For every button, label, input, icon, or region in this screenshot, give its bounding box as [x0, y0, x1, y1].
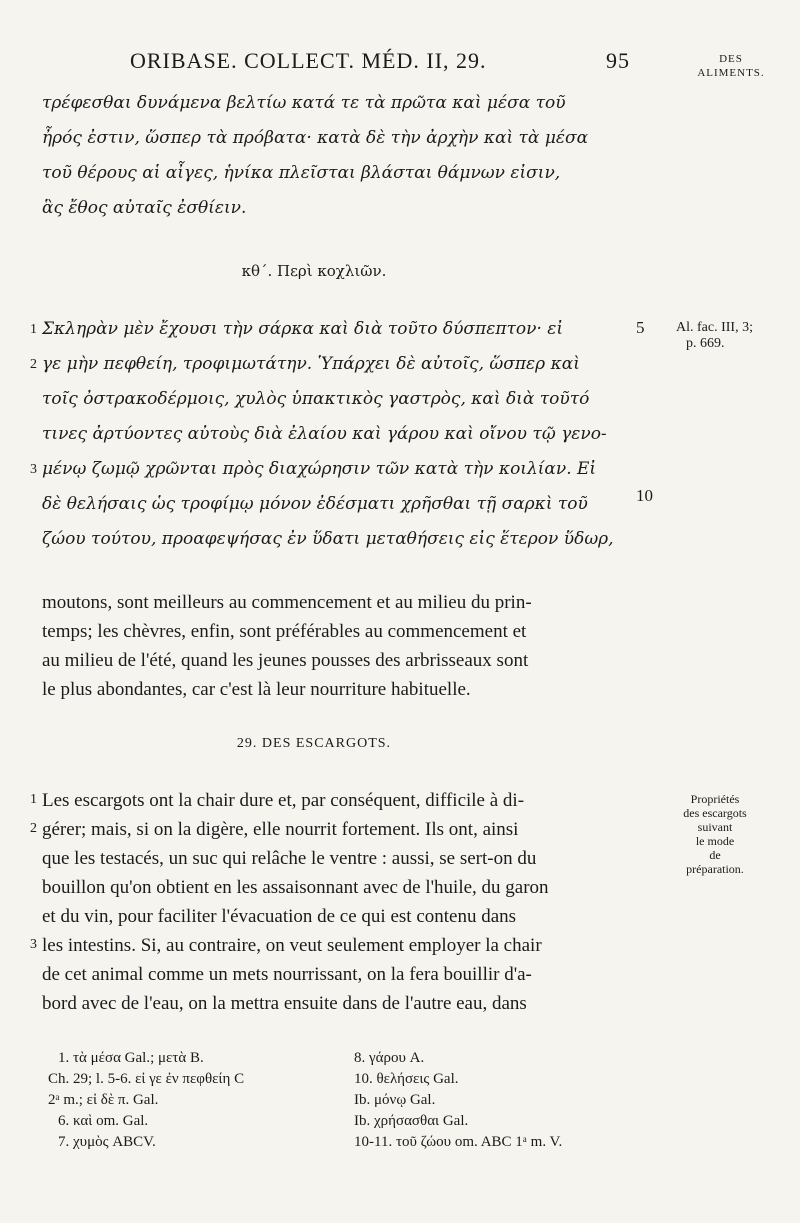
apparatus-note: 6. καὶ om. Gal.	[58, 1113, 149, 1129]
text-line: Les escargots ont la chair dure et, par conséquent, difficile à di-	[42, 790, 525, 811]
reference-line: p. 669.	[686, 336, 725, 351]
running-title: ORIBASE. COLLECT. MÉD. II, 29.	[130, 48, 487, 73]
greek-text-top	[42, 86, 628, 226]
line-number: 1	[30, 792, 37, 807]
apparatus-note: 2ᵃ m.; εἰ δὲ π. Gal.	[48, 1092, 159, 1108]
text-line: τινες ἀρτύοντες αὐτοὺς διὰ ἐλαίου καὶ γάρου καὶ οἴνου τῷ γενο-	[42, 424, 607, 444]
apparatus-note: 10-11. τοῦ ζώου om. ABC 1ᵃ m. V.	[354, 1134, 563, 1150]
text-line: μένῳ ζωμῷ χρῶνται πρὸς διαχώρησιν τῶν κατὰ τὴν κοιλίαν. Εἰ	[42, 459, 597, 479]
text-line: moutons, sont meilleurs au commencement et au milieu du prin-	[42, 592, 532, 613]
text-line: bouillon qu'on obtient en les assaisonnant avec de l'huile, du garon	[42, 877, 549, 898]
text-line: les intestins. Si, au contraire, on veut seulement employer la chair	[42, 935, 542, 956]
text-line: le plus abondantes, car c'est là leur nourriture habituelle.	[42, 679, 471, 700]
apparatus-note: Ch. 29; l. 5-6. εἰ γε ἐν πεφθείη C	[48, 1071, 245, 1087]
margin-note-line: le mode	[695, 834, 735, 848]
margin-note-line: DES	[719, 53, 743, 65]
apparatus-note: 10. θελήσεις Gal.	[354, 1071, 459, 1087]
margin-note-line: préparation.	[686, 862, 744, 876]
margin-note-top	[676, 52, 786, 80]
apparatus-note: 7. χυμὸς ABCV.	[58, 1134, 156, 1150]
text-line: gérer; mais, si on la digère, elle nourrit fortement. Ils ont, ainsi	[42, 819, 519, 840]
margin-note-properties	[660, 792, 770, 876]
greek-chapter-heading: κθ΄. Περὶ κοχλιῶν.	[241, 262, 387, 280]
reference-line: Al. fac. III, 3;	[676, 320, 753, 335]
apparatus-note: 8. γάρου A.	[354, 1050, 425, 1066]
margin-note-line: ALIMENTS.	[697, 67, 765, 79]
text-line: de cet animal comme un mets nourrissant, on la fera bouillir d'a-	[42, 964, 532, 985]
apparatus-left-column	[48, 1048, 348, 1153]
line-number: 2	[30, 821, 37, 836]
line-number: 2	[30, 357, 37, 372]
apparatus-note: Ib. χρήσασθαι Gal.	[354, 1113, 469, 1129]
french-text-top	[42, 588, 628, 704]
text-line: au milieu de l'été, quand les jeunes pousses des arbrisseaux sont	[42, 650, 529, 671]
margin-note-line: des escargots	[683, 806, 747, 820]
text-line: ἦρός ἐστιν, ὥσπερ τὰ πρόβατα· κατὰ δὲ τὴν ἀρχὴν καὶ τὰ μέσα	[42, 128, 589, 148]
french-text-main	[42, 786, 628, 1018]
text-line: Σκληρὰν μὲν ἔχουσι τὴν σάρκα καὶ διὰ τοῦτο δύσπεπτον· εἰ	[42, 319, 564, 339]
text-line: et du vin, pour faciliter l'évacuation de ce qui est contenu dans	[42, 906, 517, 927]
greek-text-main	[42, 312, 628, 557]
text-line: temps; les chèvres, enfin, sont préférables au commencement et	[42, 621, 527, 642]
text-line: bord avec de l'eau, on la mettra ensuite dans de l'autre eau, dans	[42, 993, 527, 1014]
line-number: 1	[30, 322, 37, 337]
apparatus-right-column	[354, 1048, 654, 1153]
text-line: τοῦ θέρους αἱ αἶγες, ἡνίκα πλεῖσται βλάσται θάμνων εἰσιν,	[42, 163, 561, 183]
text-line: ζώου τούτου, προαφεψήσας ἐν ὕδατι μεταθήσεις εἰς ἕτερον ὕδωρ,	[42, 529, 614, 549]
text-line: ἃς ἔθος αὐταῖς ἐσθίειν.	[42, 198, 247, 218]
page-number: 95	[606, 48, 630, 73]
margin-note-line: suivant	[697, 820, 733, 834]
apparatus-note: 1. τὰ μέσα Gal.; μετὰ B.	[58, 1050, 204, 1066]
margin-note-line: de	[709, 848, 721, 862]
verse-number: 10	[636, 486, 653, 505]
margin-note-line: Propriétés	[690, 792, 740, 806]
text-line: τρέφεσθαι δυνάμενα βελτίω κατά τε τὰ πρῶτα καὶ μέσα τοῦ	[42, 93, 566, 113]
french-chapter-heading: 29. DES ESCARGOTS.	[236, 736, 392, 751]
verse-number: 5	[636, 318, 645, 337]
line-number: 3	[30, 462, 37, 477]
source-reference	[676, 320, 796, 352]
text-line: γε μὴν πεφθείη, τροφιμωτάτην. Ὑπάρχει δὲ αὐτοῖς, ὥσπερ καὶ	[42, 354, 580, 374]
apparatus-note: Ib. μόνῳ Gal.	[354, 1092, 436, 1108]
text-line: δὲ θελήσαις ὡς τροφίμῳ μόνον ἐδέσματι χρῆσθαι τῇ σαρκὶ τοῦ	[42, 494, 588, 514]
text-line: que les testacés, un suc qui relâche le ventre : aussi, se sert-on du	[42, 848, 537, 869]
text-line: τοῖς ὀστρακοδέρμοις, χυλὸς ὑπακτικὸς γαστρὸς, καὶ διὰ τοῦτό	[42, 389, 590, 409]
line-number: 3	[30, 937, 37, 952]
